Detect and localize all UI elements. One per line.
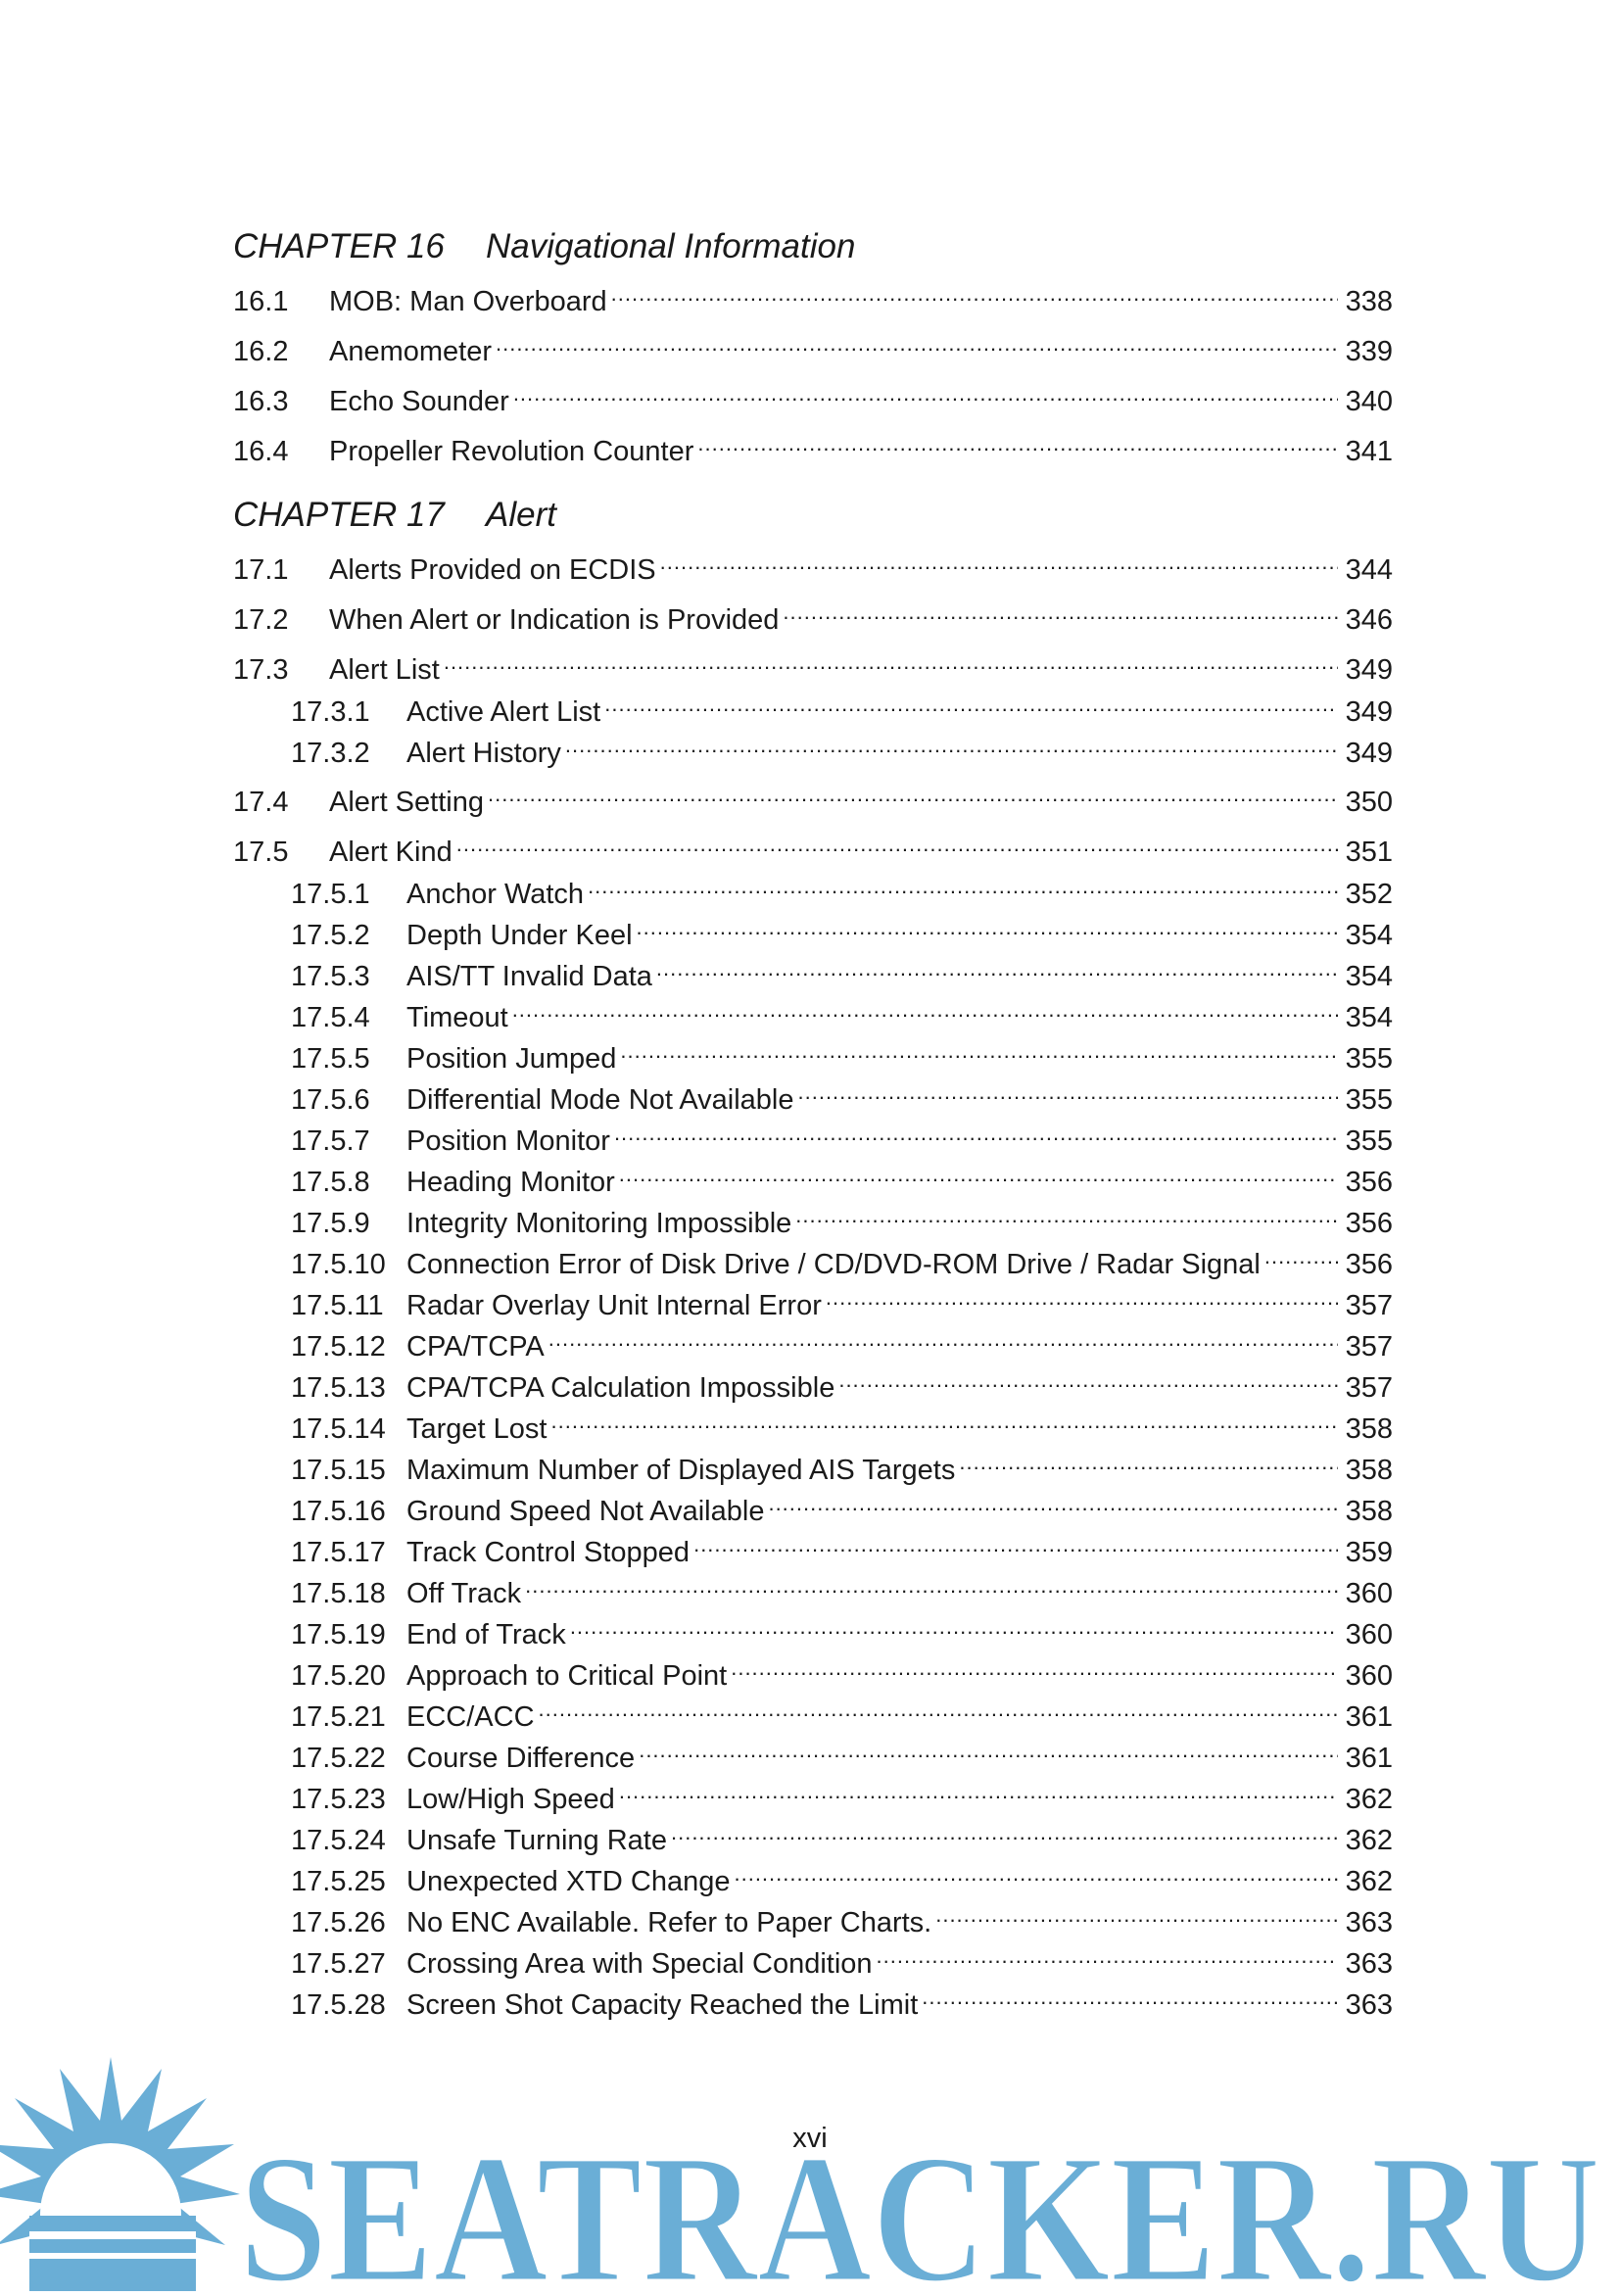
toc-entry[interactable]: 17.5.1 Anchor Watch ..... 352 [233, 868, 1393, 903]
dot-leader [619, 1156, 1338, 1191]
dot-leader [512, 991, 1338, 1027]
watermark-text: SEATRACKER.RU [239, 2116, 1600, 2291]
dot-leader [798, 1074, 1339, 1109]
dot-leader [959, 1444, 1338, 1479]
dot-leader [768, 1485, 1338, 1520]
dot-leader [935, 1896, 1338, 1932]
dot-leader [734, 1855, 1338, 1890]
dot-leader [488, 776, 1338, 811]
toc-entry[interactable]: 17.5.27 Crossing Area with Special Condition ..... 363 [233, 1937, 1393, 1973]
dot-leader [513, 375, 1338, 410]
dot-leader [783, 594, 1338, 629]
dot-leader [1264, 1238, 1338, 1273]
chapter-heading: CHAPTER 16 Navigational Information [233, 227, 856, 265]
toc-entry[interactable]: 16.2 Anemometer ..... 339 [233, 325, 1393, 360]
toc-entry[interactable]: 17.3 Alert List ..... 349 [233, 644, 1393, 679]
toc-entry[interactable]: 17.5.3 AIS/TT Invalid Data ..... 354 [233, 950, 1393, 985]
dot-leader [604, 686, 1338, 721]
toc-entry[interactable]: 17.4 Alert Setting ..... 350 [233, 776, 1393, 811]
toc-entry[interactable]: 17.5.2 Depth Under Keel ..... 354 [233, 909, 1393, 944]
toc-entry[interactable]: 17.5.8 Heading Monitor ..... 356 [233, 1156, 1393, 1191]
dot-leader [570, 1608, 1338, 1644]
toc-entry[interactable]: 17.3.1 Active Alert List ..... 349 [233, 686, 1393, 721]
dot-leader [620, 1032, 1338, 1068]
dot-leader [922, 1979, 1338, 2014]
toc-entry[interactable]: 17.5.20 Approach to Critical Point ..... 360 [233, 1650, 1393, 1685]
dot-leader [731, 1650, 1338, 1685]
toc-entry[interactable]: 17.1 Alerts Provided on ECDIS ..... 344 [233, 544, 1393, 579]
dot-leader [877, 1937, 1338, 1973]
toc-entry[interactable]: 17.5.12 CPA/TCPA ..... 357 [233, 1320, 1393, 1356]
dot-leader [619, 1773, 1338, 1808]
table-of-contents [233, 227, 1393, 2020]
toc-entry[interactable]: 17.5.10 Connection Error of Disk Drive / CD/DVD-ROM Drive / Radar Signal ..... 356 [233, 1238, 1393, 1273]
toc-entry[interactable]: 17.5.11 Radar Overlay Unit Internal Error ..... 357 [233, 1279, 1393, 1315]
toc-entry[interactable]: 17.5.4 Timeout ..... 354 [233, 991, 1393, 1027]
watermark-graphic [0, 2047, 1620, 2291]
page-number: xvi [792, 2123, 828, 2154]
dot-leader [693, 1526, 1338, 1561]
toc-entry[interactable]: 17.5.26 No ENC Available. Refer to Paper Charts. ..... 363 [233, 1896, 1393, 1932]
dot-leader [444, 644, 1338, 679]
dot-leader [611, 275, 1338, 311]
toc-entry[interactable]: 16.3 Echo Sounder ..... 340 [233, 375, 1393, 410]
toc-entry[interactable]: 17.5.25 Unexpected XTD Change ..... 362 [233, 1855, 1393, 1890]
toc-entry[interactable]: 17.5.9 Integrity Monitoring Impossible ..... 356 [233, 1197, 1393, 1232]
dot-leader [565, 727, 1338, 762]
toc-entry[interactable]: 17.5.19 End of Track ..... 360 [233, 1608, 1393, 1644]
dot-leader [525, 1567, 1338, 1602]
toc-entry[interactable]: 17.2 When Alert or Indication is Provided ..... 346 [233, 594, 1393, 629]
chapter-heading: CHAPTER 17 Alert [233, 496, 556, 534]
toc-entry[interactable]: 17.5.5 Position Jumped ..... 355 [233, 1032, 1393, 1068]
toc-entry[interactable]: 17.5.28 Screen Shot Capacity Reached the Limit ..... 363 [233, 1979, 1393, 2014]
toc-entry[interactable]: 17.3.2 Alert History ..... 349 [233, 727, 1393, 762]
toc-entry[interactable]: 17.5.24 Unsafe Turning Rate ..... 362 [233, 1814, 1393, 1849]
toc-entry[interactable]: 17.5.21 ECC/ACC ..... 361 [233, 1691, 1393, 1726]
dot-leader [660, 544, 1338, 579]
toc-entry[interactable]: 16.1 MOB: Man Overboard ..... 338 [233, 275, 1393, 311]
dot-leader [838, 1362, 1338, 1397]
dot-leader [496, 325, 1338, 360]
toc-entry[interactable]: 17.5.23 Low/High Speed ..... 362 [233, 1773, 1393, 1808]
seatracker-watermark [0, 2047, 1620, 2291]
dot-leader [539, 1691, 1338, 1726]
dot-leader [671, 1814, 1338, 1849]
dot-leader [826, 1279, 1338, 1315]
toc-entry[interactable]: 17.5.15 Maximum Number of Displayed AIS Targets ..... 358 [233, 1444, 1393, 1479]
toc-entry[interactable]: 17.5.6 Differential Mode Not Available ..... 355 [233, 1074, 1393, 1109]
toc-entry[interactable]: 17.5 Alert Kind ..... 351 [233, 826, 1393, 861]
dot-leader [795, 1197, 1338, 1232]
toc-entry[interactable]: 17.5.14 Target Lost ..... 358 [233, 1403, 1393, 1438]
toc-entry[interactable]: 17.5.17 Track Control Stopped ..... 359 [233, 1526, 1393, 1561]
toc-entry[interactable]: 17.5.18 Off Track ..... 360 [233, 1567, 1393, 1602]
dot-leader [614, 1115, 1338, 1150]
toc-entry[interactable]: 17.5.7 Position Monitor ..... 355 [233, 1115, 1393, 1150]
toc-entry[interactable]: 16.4 Propeller Revolution Counter ..... 341 [233, 425, 1393, 460]
dot-leader [550, 1403, 1338, 1438]
dot-leader [656, 950, 1338, 985]
dot-leader [456, 826, 1338, 861]
dot-leader [639, 1732, 1338, 1767]
dot-leader [637, 909, 1338, 944]
toc-entry[interactable]: 17.5.13 CPA/TCPA Calculation Impossible ..... 357 [233, 1362, 1393, 1397]
dot-leader [588, 868, 1338, 903]
dot-leader [697, 425, 1338, 460]
dot-leader [548, 1320, 1338, 1356]
toc-entry[interactable]: 17.5.16 Ground Speed Not Available ..... 358 [233, 1485, 1393, 1520]
toc-entry[interactable]: 17.5.22 Course Difference ..... 361 [233, 1732, 1393, 1767]
